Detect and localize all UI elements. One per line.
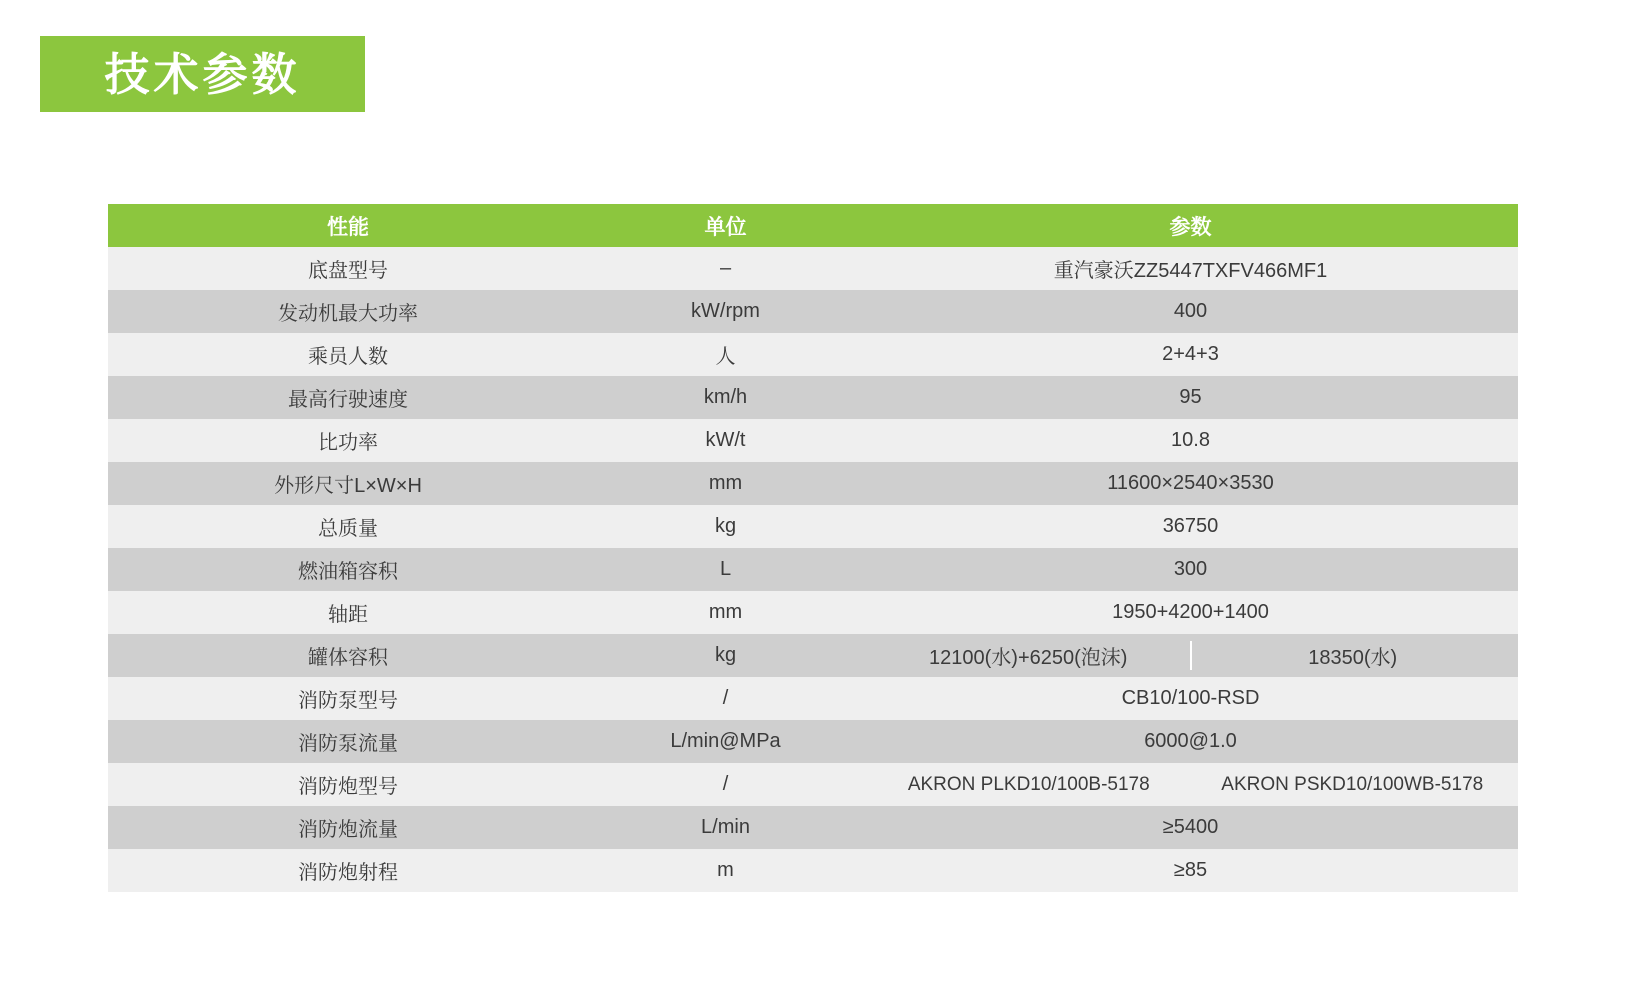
cell-performance: 轴距	[108, 591, 588, 634]
cell-parameter: 11600×2540×3530	[863, 462, 1518, 505]
cell-performance: 乘员人数	[108, 333, 588, 376]
table-row	[108, 806, 1518, 849]
cell-performance: 比功率	[108, 419, 588, 462]
cell-performance: 消防炮射程	[108, 849, 588, 892]
cell-performance: 燃油箱容积	[108, 548, 588, 591]
cell-unit: 人	[588, 333, 863, 376]
page-title: 技术参数	[104, 48, 301, 100]
cell-performance: 消防炮型号	[108, 763, 588, 806]
cell-parameter-right: 18350(水)	[1308, 647, 1398, 669]
cell-parameter: 2+4+3	[863, 333, 1518, 376]
table-row	[108, 720, 1518, 763]
cell-performance: 最高行驶速度	[108, 376, 588, 419]
cell-performance: 总质量	[108, 505, 588, 548]
cell-unit: mm	[588, 462, 863, 505]
cell-parameter-split	[863, 763, 1518, 806]
cell-parameter-left: AKRON PLKD10/100B-5178	[907, 773, 1150, 795]
cell-unit: km/h	[588, 376, 863, 419]
cell-performance: 消防炮流量	[108, 806, 588, 849]
cell-unit: kg	[588, 505, 863, 548]
cell-unit: L/min	[588, 806, 863, 849]
cell-parameter-right: AKRON PSKD10/100WB-5178	[1221, 773, 1484, 795]
table-row	[108, 376, 1518, 419]
table-row	[108, 290, 1518, 333]
cell-performance: 底盘型号	[108, 247, 588, 290]
cell-parameter: ≥85	[863, 849, 1518, 892]
page-title-banner	[40, 36, 365, 112]
cell-performance: 消防泵流量	[108, 720, 588, 763]
cell-unit: kg	[588, 634, 863, 677]
cell-parameter: 95	[863, 376, 1518, 419]
table-header	[108, 204, 1518, 247]
cell-parameter: 1950+4200+1400	[863, 591, 1518, 634]
table-row	[108, 591, 1518, 634]
cell-performance: 消防泵型号	[108, 677, 588, 720]
table-row	[108, 548, 1518, 591]
cell-parameter-left: 12100(水)+6250(泡沫)	[867, 641, 1192, 670]
cell-parameter: 300	[863, 548, 1518, 591]
cell-performance: 罐体容积	[108, 634, 588, 677]
cell-unit: /	[588, 677, 863, 720]
cell-unit: L	[588, 548, 863, 591]
cell-unit: mm	[588, 591, 863, 634]
table-row	[108, 419, 1518, 462]
cell-parameter: ≥5400	[863, 806, 1518, 849]
cell-parameter: 6000@1.0	[863, 720, 1518, 763]
cell-parameter: 10.8	[863, 419, 1518, 462]
table-body	[108, 247, 1518, 892]
cell-unit: kW/t	[588, 419, 863, 462]
table-row	[108, 462, 1518, 505]
cell-performance: 外形尺寸L×W×H	[108, 462, 588, 505]
table-row	[108, 849, 1518, 892]
table-row	[108, 763, 1518, 806]
cell-parameter-split	[863, 634, 1518, 677]
technical-parameters-table	[108, 204, 1518, 892]
cell-performance: 发动机最大功率	[108, 290, 588, 333]
column-header-parameter: 参数	[863, 204, 1518, 247]
cell-parameter: 重汽豪沃ZZ5447TXFV466MF1	[863, 247, 1518, 290]
cell-unit: /	[588, 763, 863, 806]
cell-parameter: 400	[863, 290, 1518, 333]
table-row	[108, 634, 1518, 677]
cell-unit: L/min@MPa	[588, 720, 863, 763]
cell-parameter: CB10/100-RSD	[863, 677, 1518, 720]
cell-unit: –	[588, 247, 863, 290]
cell-unit: m	[588, 849, 863, 892]
table-row	[108, 677, 1518, 720]
table-row	[108, 247, 1518, 290]
table-row	[108, 505, 1518, 548]
cell-parameter: 36750	[863, 505, 1518, 548]
cell-unit: kW/rpm	[588, 290, 863, 333]
column-header-unit: 单位	[588, 204, 863, 247]
column-header-performance: 性能	[108, 204, 588, 247]
table-row	[108, 333, 1518, 376]
table-header-row	[108, 204, 1518, 247]
